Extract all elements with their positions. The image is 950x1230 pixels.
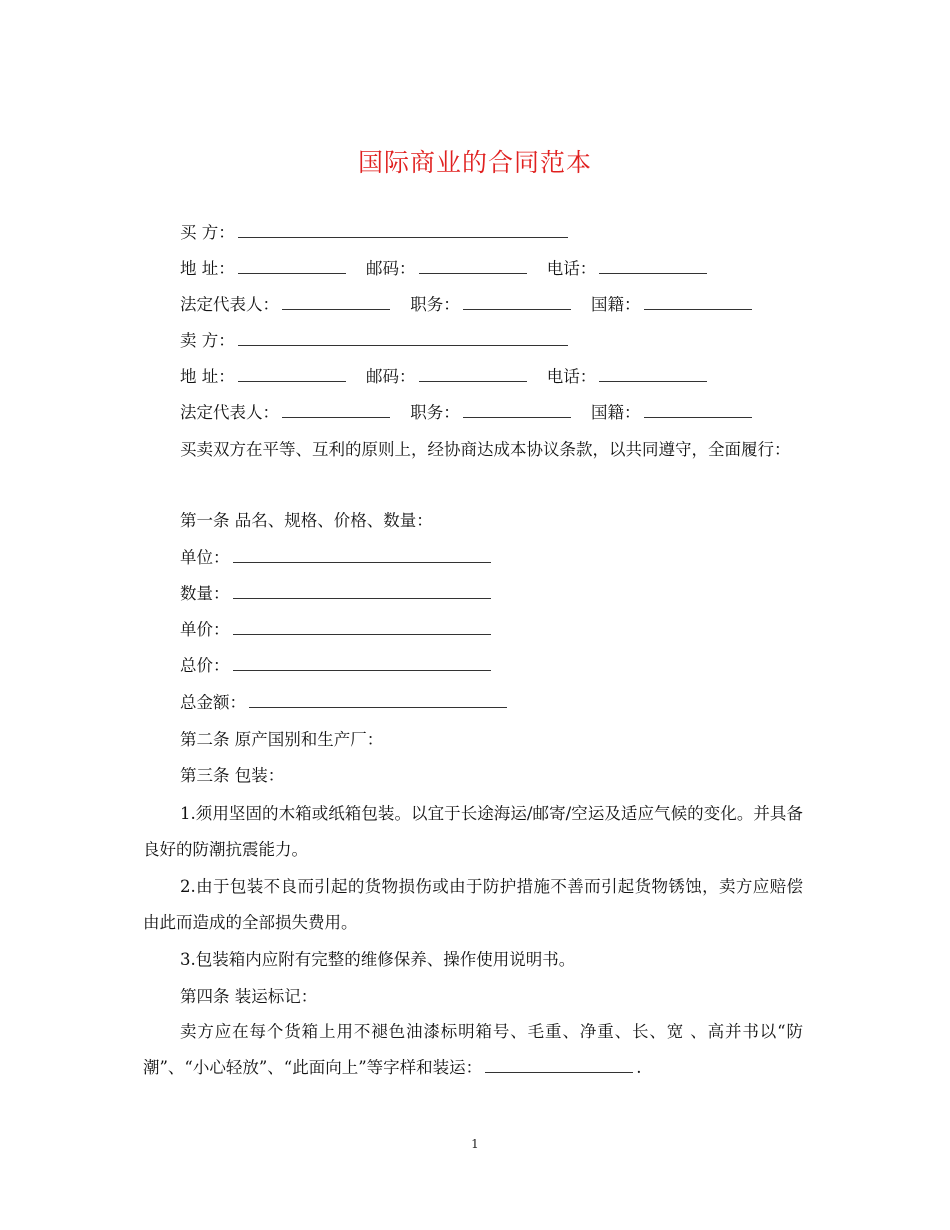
packing-clause-2: 2.由于包装不良而引起的货物损伤或由于防护措施不善而引起货物锈蚀，卖方应赔偿由此而造成的全部损失费用。 [143,877,803,932]
seller-phone-blank [599,366,707,382]
article-1-heading: 第一条 品名、规格、价格、数量： [180,511,433,530]
buyer-nationality-blank [644,294,752,310]
seller-blank [238,330,568,346]
seller-rep-line [180,400,755,426]
buyer-rep-blank [282,294,390,310]
total-amount-blank [249,692,507,708]
seller-phone-label: 电话： [546,367,597,386]
marking-text: 卖方应在每个货箱上用不褪色油漆标明箱号、毛重、净重、长、宽 、高并书以“防潮”、“小心轻放”、“此面向上”等字样和装运： [143,1022,803,1077]
seller-contact-line [180,364,710,390]
seller-address-blank [238,366,346,382]
total-price-blank [233,655,491,671]
buyer-nationality-label: 国籍： [591,295,641,314]
page-number: 1 [471,1137,479,1151]
packing-clause-1: 1.须用坚固的木箱或纸箱包装。以宜于长途海运/邮寄/空运及适应气候的变化。并具备良好的防潮抗震能力。 [143,804,803,859]
total-amount-label: 总金额： [180,693,246,712]
seller-postcode-label: 邮码： [366,367,416,386]
article-4-heading: 第四条 装运标记： [180,987,318,1006]
buyer-position-label: 职务： [410,295,460,314]
packing-clause-3: 3.包装箱内应附有完整的维修保养、操作使用说明书。 [180,950,576,969]
seller-postcode-blank [419,366,527,382]
seller-rep-label: 法定代表人： [180,403,279,422]
seller-position-label: 职务： [410,403,460,422]
buyer-line [180,220,571,246]
buyer-phone-blank [599,258,707,274]
total-amount-line [180,690,510,716]
seller-line [180,328,571,354]
buyer-contact-line [180,256,710,282]
buyer-phone-label: 电话： [546,259,597,278]
buyer-rep-line [180,292,755,318]
seller-address-label: 地 址： [180,367,235,386]
buyer-address-label: 地 址： [180,259,235,278]
unit-price-blank [233,619,491,635]
buyer-label: 买 方： [180,223,235,242]
unit-label: 单位： [180,548,230,567]
unit-price-label: 单价： [180,620,230,639]
buyer-postcode-blank [419,258,527,274]
buyer-postcode-label: 邮码： [366,259,416,278]
seller-position-blank [463,402,571,418]
seller-nationality-label: 国籍： [591,403,641,422]
article-2-heading: 第二条 原产国别和生产厂： [180,730,384,749]
seller-nationality-blank [644,402,752,418]
buyer-blank [238,222,568,238]
article-3-heading: 第三条 包装： [180,766,285,785]
quantity-line [180,581,494,607]
seller-rep-blank [282,402,390,418]
buyer-rep-label: 法定代表人： [180,295,279,314]
marking-end: . [636,1058,642,1077]
document-title: 国际商业的合同范本 [357,148,592,177]
marking-paragraph [143,1014,803,1086]
buyer-position-blank [463,294,571,310]
marking-blank [485,1057,633,1073]
unit-line [180,545,494,571]
intro-paragraph: 买卖双方在平等、互利的原则上，经协商达成本协议条款，以共同遵守，全面履行： [180,440,791,459]
seller-label: 卖 方： [180,331,235,350]
buyer-address-blank [238,258,346,274]
unit-blank [233,547,491,563]
total-price-label: 总价： [180,656,230,675]
quantity-blank [233,583,491,599]
unit-price-line [180,617,494,643]
quantity-label: 数量： [180,584,230,603]
total-price-line [180,653,494,679]
